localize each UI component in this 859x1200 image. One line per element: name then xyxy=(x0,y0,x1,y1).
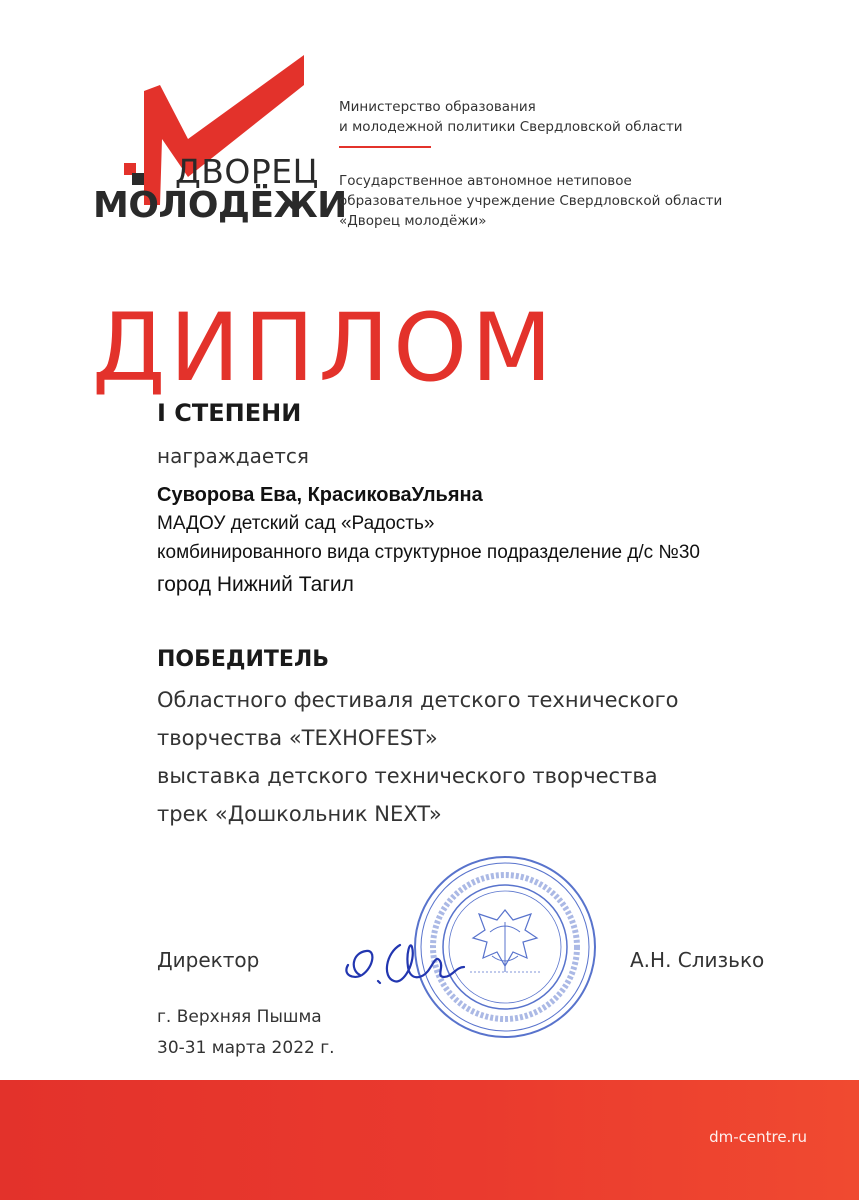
recipient-city: город Нижний Тагил xyxy=(157,573,354,596)
header-divider xyxy=(339,146,431,148)
institution-name xyxy=(339,171,722,231)
ministry-line: Министерство образования xyxy=(339,99,536,115)
awarded-label: награждается xyxy=(157,444,309,468)
event-description-line: трек «Дошкольник NEXT» xyxy=(157,802,442,826)
institution-line: образовательное учреждение Свердловской области xyxy=(339,193,723,209)
event-description-line: Областного фестиваля детского технического xyxy=(157,688,679,712)
ministry-name xyxy=(339,97,683,137)
recipient-institution-line: МАДОУ детский сад «Радость» xyxy=(157,513,435,534)
event-description-line: творчества «TEXHOFEST» xyxy=(157,726,438,750)
institution-line: «Дворец молодёжи» xyxy=(339,213,487,229)
director-name: А.Н. Слизько xyxy=(630,948,765,972)
website-link[interactable]: dm-centre.ru xyxy=(709,1128,807,1146)
recipient-institution-line: комбинированного вида структурное подразделение д/с №30 xyxy=(157,542,700,563)
diploma-title: ДИПЛОМ xyxy=(92,294,557,403)
director-label: Директор xyxy=(157,948,260,972)
event-place: г. Верхняя Пышма xyxy=(157,1007,322,1027)
diploma-degree: I СТЕПЕНИ xyxy=(157,399,302,427)
logo-text-line2: МОЛОДЁЖИ xyxy=(93,185,347,226)
recipient-names: Суворова Ева, КрасиковаУльяна xyxy=(157,484,483,506)
director-signature xyxy=(330,925,490,1005)
logo-text-line1: ДВОРЕЦ xyxy=(175,152,319,191)
institution-line: Государственное автономное нетиповое xyxy=(339,173,632,189)
ministry-line: и молодежной политики Свердловской области xyxy=(339,119,683,135)
event-description-line: выставка детского технического творчества xyxy=(157,764,658,788)
event-date: 30-31 марта 2022 г. xyxy=(157,1038,335,1058)
winner-label: ПОБЕДИТЕЛЬ xyxy=(157,647,329,672)
